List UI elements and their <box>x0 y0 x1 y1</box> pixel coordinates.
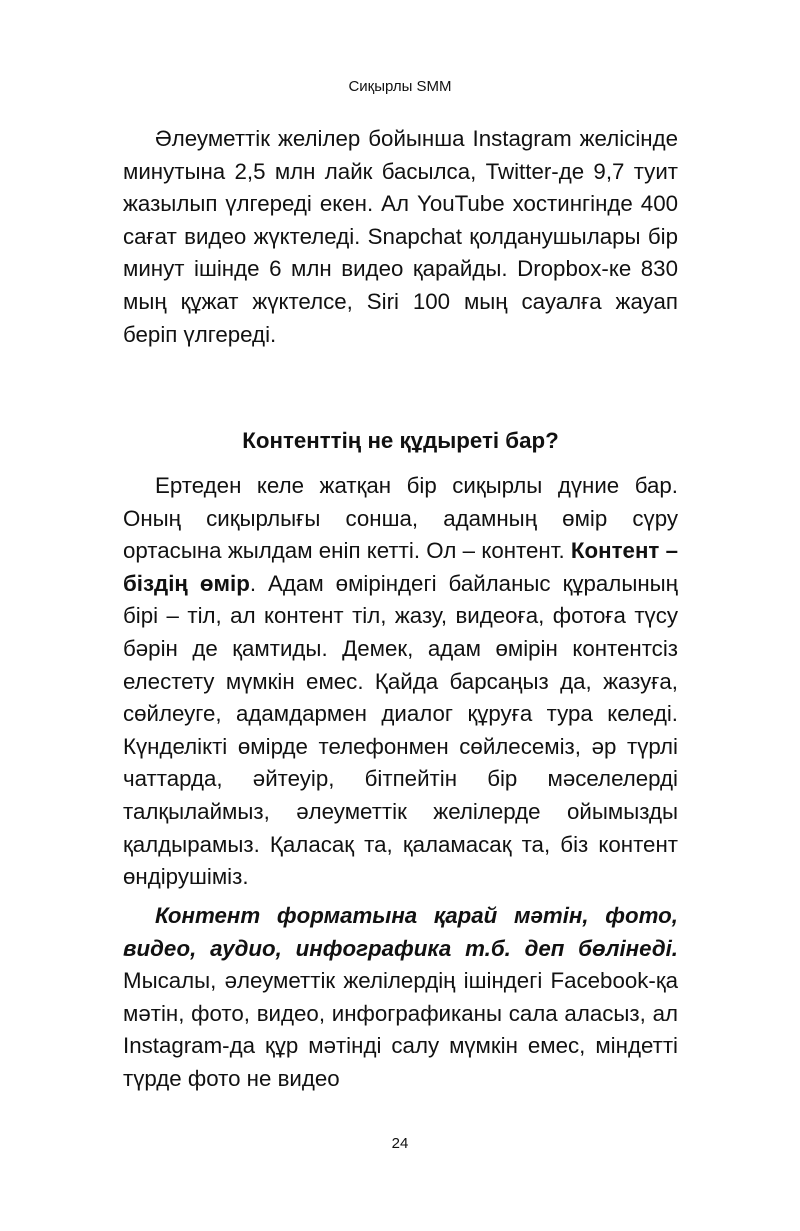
running-header: Сиқырлы SMM <box>348 78 452 95</box>
paragraph-content-life <box>123 470 678 894</box>
paragraph-content-formats-text <box>123 900 678 1096</box>
paragraph-content-formats-emphasis: Контент форматына қарай мәтін, фото, видео, аудио, инфографика т.б. деп бөлінеді. <box>123 903 678 961</box>
paragraph-statistics <box>123 123 678 351</box>
paragraph-content-life-text <box>123 470 678 894</box>
paragraph-statistics-text: Әлеуметтік желілер бойынша Instagram желісінде минутына 2,5 млн лайк басылса, Twitter-де 9,7 туит жазылып үлгереді екен. Ал YouTube хостингінде 400 сағат видео жүктеледі. Snapchat қолданушылары бір минут ішінде 6 млн видео қарайды. Dropbox-ке 830 мың құжат жүктелсе, Siri 100 мың сауалға жауап беріп үлгереді. <box>123 126 678 347</box>
paragraph-content-life-part2: . Адам өміріндегі байланыс құралының бірі – тіл, ал контент тіл, жазу, видеоға, фотоға түсу бәрін де қамтиды. Демек, адам өмірін контентсіз елестету мүмкін емес. Қайда барсаңыз да, жазуға, сөйлеуге, адамдармен диалог құруға тура келеді. Күнделікті өмірде телефонмен сөйлесеміз, әр түрлі чаттарда, әйтеуір, бітпейтін бір мәселелерді талқылаймыз, әлеуметтік желілерде ойымызды қалдырамыз. Қаласақ та, қаламасақ та, біз контент өндірушіміз. <box>123 570 678 890</box>
paragraph-content-life-part1: Ертеден келе жатқан бір сиқырлы дүние бар. Оның сиқырлығы сонша, адамның өмір сүру ортасына жылдам еніп кетті. Ол – контент. <box>123 473 678 564</box>
paragraph-content-formats <box>123 900 678 1096</box>
section-heading: Контенттің не құдыреті бар? <box>242 428 559 453</box>
paragraph-content-life-bold: Контент – біздің өмір <box>123 538 678 596</box>
page-number: 24 <box>391 1135 409 1152</box>
paragraph-content-formats-rest: Мысалы, әлеуметтік желілердің ішіндегі Facebook-қа мәтін, фото, видео, инфографиканы сала аласыз, ал Instagram-да құр мәтінді салу мүмкін емес, міндетті түрде фото не видео <box>123 968 678 1091</box>
